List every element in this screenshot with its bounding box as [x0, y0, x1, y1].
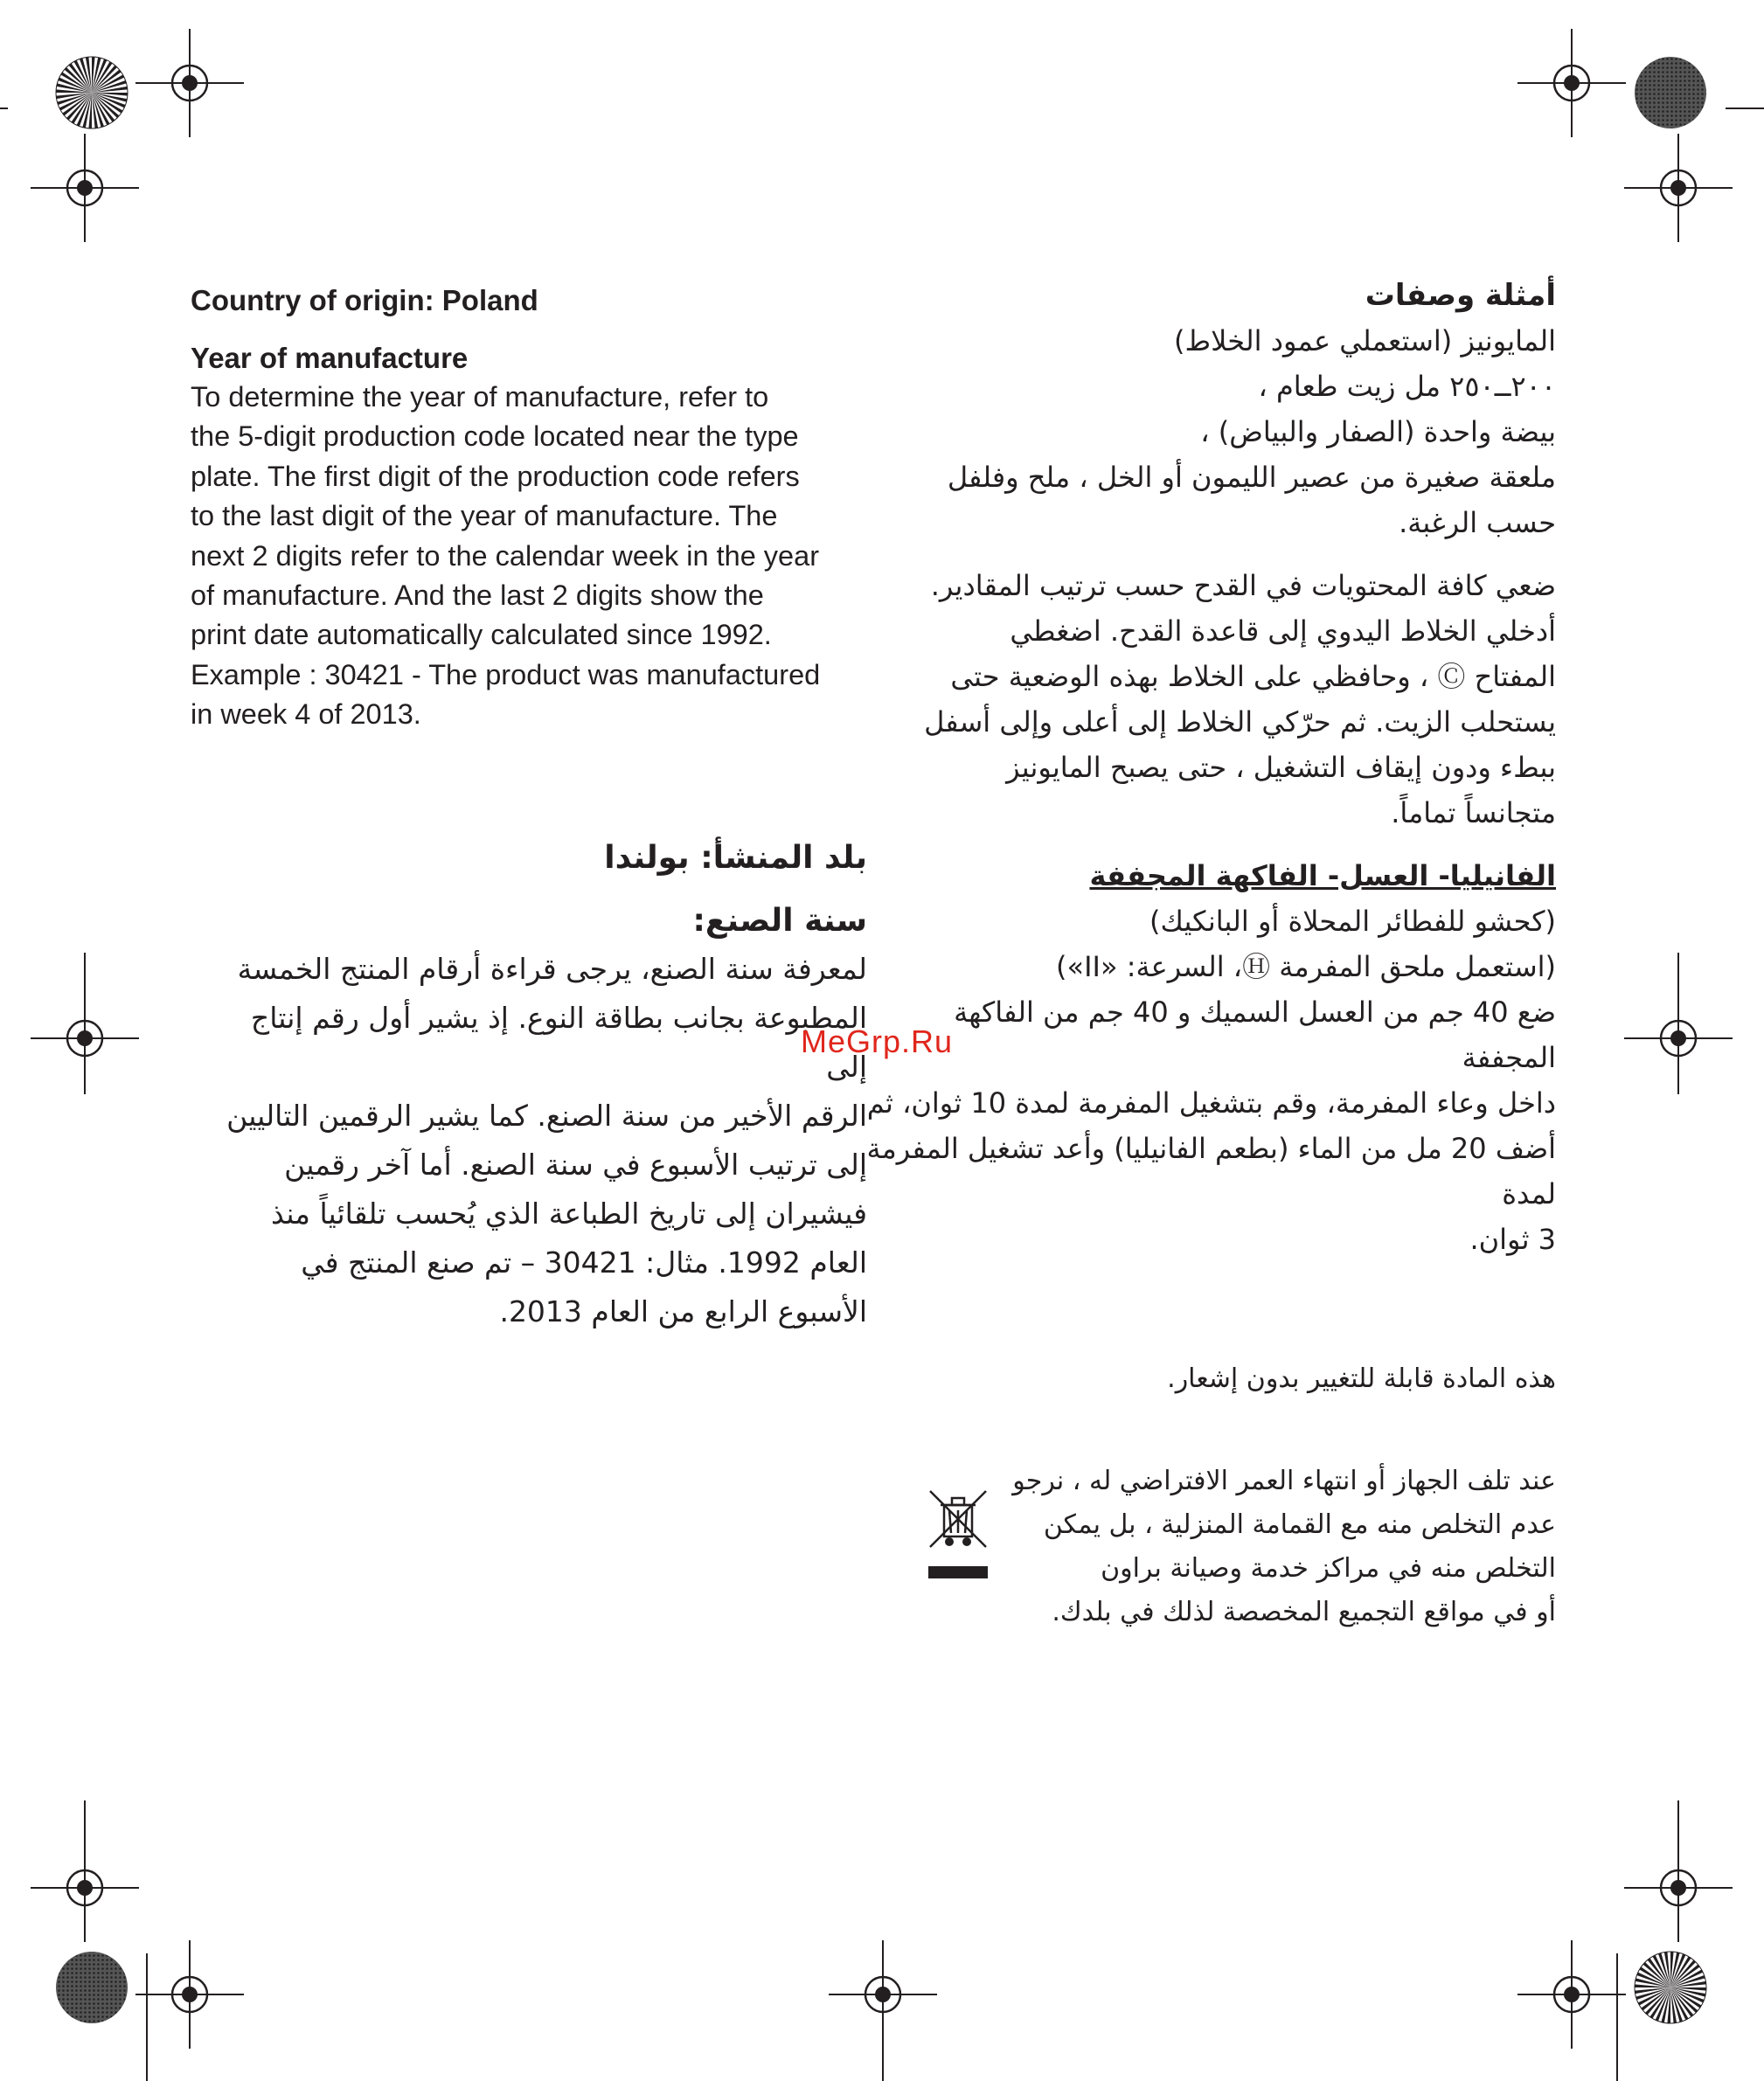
- registration-mark-icon: [135, 1940, 244, 2049]
- text-line: داخل وعاء المفرمة، وقم بتشغيل المفرمة لمدة 10 ثوان، ثم: [866, 1086, 1556, 1120]
- text-line: التخلص منه في مراكز خدمة وصيانة براون: [1101, 1553, 1556, 1584]
- text-line: Example : 30421 - The product was manufactured: [191, 658, 821, 690]
- text-line: ببطء ودون إيقاف التشغيل ، حتى يصبح المايونيز: [1006, 751, 1556, 784]
- registration-mark-icon: [829, 1940, 937, 2049]
- mayonnaise-ingredients: [857, 318, 1556, 545]
- starburst-ray: [92, 57, 95, 93]
- text-line: ضع 40 جم من العسل السميك و 40 جم من الفاكهة المجففة: [954, 995, 1556, 1074]
- starburst-ray: [1670, 1987, 1706, 1991]
- text-line: next 2 digits refer to the calendar week in the year: [191, 539, 820, 572]
- registration-mark-icon: [1624, 134, 1733, 242]
- text-line: of manufacture. And the last 2 digits show the: [191, 579, 764, 612]
- text-line: plate. The first digit of the production code refers: [191, 460, 800, 492]
- starburst-ray: [92, 93, 128, 96]
- text-line: بيضة واحدة (الصفار والبياض) ،: [1200, 415, 1556, 448]
- text-line: أضف 20 مل من الماء (بطعم الفانيليا) وأعد تشغيل المفرمة لمدة: [866, 1132, 1556, 1210]
- starburst-target-icon: [1635, 1952, 1706, 2023]
- country-of-origin: Country of origin: Poland: [191, 284, 538, 316]
- text-line: the 5-digit production code located near the type: [191, 420, 799, 453]
- registration-mark-icon: [1624, 984, 1733, 1093]
- starburst-ray: [1670, 1952, 1674, 1987]
- text-line: الرقم الأخير من سنة الصنع. كما يشير الرقمين التاليين: [226, 1099, 867, 1133]
- text-line: المايونيز (استعملي عمود الخلاط): [1174, 324, 1556, 357]
- text-line: لمعرفة سنة الصنع، يرجى قراءة أرقام المنتج الخمسة: [237, 952, 867, 986]
- text-line: يستحلب الزيت. ثم حرّكي الخلاط إلى أعلى وإلى أسفل: [924, 705, 1556, 739]
- subject-to-change-note: هذه المادة قابلة للتغيير بدون إشعار.: [1167, 1363, 1556, 1394]
- english-section: [191, 281, 872, 735]
- year-heading: Year of manufacture: [191, 342, 469, 374]
- text-line: in week 4 of 2013.: [191, 698, 421, 731]
- arabic-country-of-origin: بلد المنشأ: بولندا: [604, 840, 867, 876]
- year-paragraph: [191, 378, 872, 735]
- starburst-ray: [88, 93, 92, 128]
- starburst-target-icon: [56, 57, 128, 128]
- text-line: print date automatically calculated since 1992.: [191, 619, 772, 651]
- registration-mark-icon: [1517, 1940, 1626, 2049]
- registration-mark-icon: [1624, 1834, 1733, 1942]
- registration-mark-icon: [31, 1834, 139, 1942]
- recipes-heading: أمثلة وصفات: [1365, 278, 1556, 313]
- text-line: الأسبوع الرابع من العام 2013.: [499, 1294, 867, 1328]
- halftone-disc-icon: [56, 1952, 128, 2023]
- text-line: ضعي كافة المحتويات في القدح حسب ترتيب المقادير.: [930, 569, 1556, 602]
- disposal-notice: [997, 1460, 1556, 1634]
- text-line: المفتاح Ⓒ ، وحافظي على الخلاط بهذه الوضعية حتى: [950, 660, 1556, 693]
- watermark: MeGrp.Ru: [801, 1023, 954, 1059]
- starburst-ray: [1667, 1987, 1670, 2023]
- text-line: عدم التخلص منه مع القمامة المنزلية ، بل يمكن: [1043, 1509, 1556, 1540]
- text-line: حسب الرغبة.: [1399, 506, 1556, 539]
- text-line: فيشيران إلى تاريخ الطباعة الذي يُحسب تلقائياً منذ: [271, 1197, 867, 1231]
- text-line: (كحشو للفطائر المحلاة أو البانكيك): [1149, 905, 1556, 938]
- text-line: المطبوعة بجانب بطاقة النوع. إذ يشير أول رقم إنتاج إلى: [250, 1001, 867, 1084]
- text-line: ٢٠٠ــ٢٥٠ مل زيت طعام ،: [1258, 370, 1556, 403]
- weee-crossed-bin-icon: [925, 1486, 991, 1582]
- text-line: العام 1992. مثال: 30421 – تم صنع المنتج في: [301, 1245, 867, 1280]
- registration-mark-icon: [31, 134, 139, 242]
- arabic-year-heading: سنة الصنع:: [692, 903, 867, 939]
- starburst-ray: [56, 89, 92, 93]
- registration-mark-icon: [31, 984, 139, 1093]
- text-line: to the last digit of the year of manufacture. The: [191, 500, 778, 532]
- starburst-ray: [1635, 1984, 1670, 1987]
- registration-mark-icon: [135, 29, 244, 137]
- text-line: أو في مواقع التجميع المخصصة لذلك في بلدك.: [1052, 1597, 1556, 1627]
- vanilla-recipe: [857, 898, 1556, 1262]
- arabic-recipes-section: [857, 273, 1556, 1262]
- text-line: (استعمل ملحق المفرمة Ⓗ، السرعة: «II»): [1056, 950, 1556, 983]
- text-line: 3 ثوان.: [1469, 1223, 1556, 1256]
- text-line: عند تلف الجهاز أو انتهاء العمر الافتراضي له ، نرجو: [1012, 1466, 1556, 1496]
- mayonnaise-method: [857, 563, 1556, 836]
- text-line: أدخلي الخلاط اليدوي إلى قاعدة القدح. اضغطي: [1010, 614, 1556, 648]
- registration-mark-icon: [1517, 29, 1626, 137]
- text-line: To determine the year of manufacture, refer to: [191, 381, 769, 413]
- text-line: ملعقة صغيرة من عصير الليمون أو الخل ، ملح وفلفل: [947, 461, 1556, 494]
- vanilla-heading: الفانيليا- العسل- الفاكهة المجففة: [1089, 859, 1556, 892]
- text-line: متجانساً تماماً.: [1391, 796, 1556, 829]
- halftone-disc-icon: [1635, 57, 1706, 128]
- text-line: إلى ترتيب الأسبوع في سنة الصنع. أما آخر رقمين: [284, 1148, 867, 1182]
- arabic-origin-section: [203, 835, 867, 1336]
- arabic-year-paragraph: [203, 945, 867, 1336]
